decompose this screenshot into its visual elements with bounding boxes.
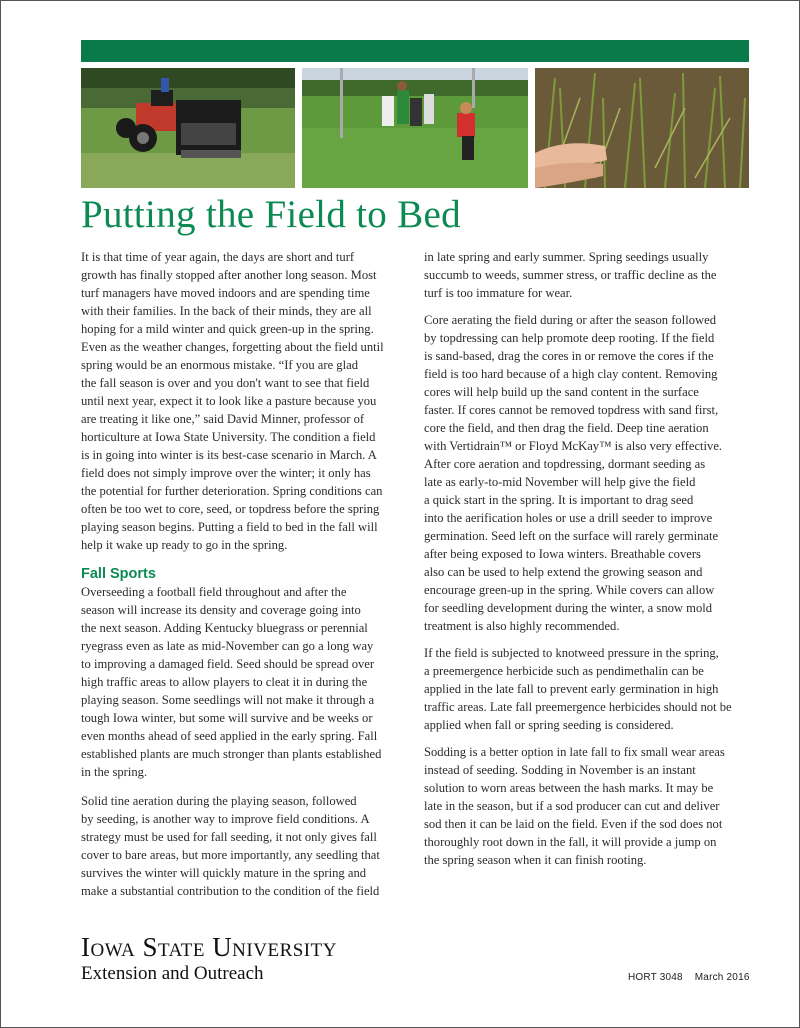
text-line: the spring season when it can finish rooting. — [424, 853, 647, 867]
text-line: for seedling development during the winter, a snow mold — [424, 601, 713, 615]
text-line: Sodding is a better option in late fall to fix small wear areas — [424, 745, 725, 759]
publication-date: March 2016 — [694, 972, 750, 983]
sodding-paragraph — [424, 743, 752, 869]
org-subtitle: Extension and Outreach — [81, 963, 264, 984]
text-line: growth has finally stopped after another long season. Most — [81, 268, 377, 282]
text-line: thoroughly root down in the fall, it will provide a jump on — [424, 835, 717, 849]
text-line: Core aerating the field during or after the season followed — [424, 313, 716, 327]
text-line: after being exposed to Iowa winters. Breathable covers — [424, 547, 701, 561]
right-column — [424, 248, 752, 878]
text-line: turf is too immature for wear. — [424, 286, 573, 300]
text-line: treatment is also highly recommended. — [424, 619, 620, 633]
text-line: applied in the late fall to prevent early germination in high — [424, 682, 719, 696]
text-line: instead of seeding. Sodding in November is an instant — [424, 763, 696, 777]
text-line: If the field is subjected to knotweed pressure in the spring, — [424, 646, 719, 660]
text-line: faster. If cores cannot be removed topdress with sand first, — [424, 403, 719, 417]
turf-closeup-photo — [535, 68, 749, 188]
text-line: help it wake up ready to go in the spring. — [81, 538, 288, 552]
text-line: the next season. Adding Kentucky bluegrass or perennial — [81, 621, 368, 635]
text-line: cores will help build up the sand content in the surface — [424, 385, 699, 399]
text-line: cover to bare areas, but more importantly, any seedling that — [81, 848, 380, 862]
text-line: with their families. In the back of their minds, they are all — [81, 304, 372, 318]
left-column — [81, 248, 405, 911]
text-line: succumb to weeds, summer stress, or traffic decline as the — [424, 268, 717, 282]
page-title: Putting the Field to Bed — [81, 193, 461, 236]
text-line: with Vertidrain™ or Floyd McKay™ is also very effective. — [424, 439, 723, 453]
text-line: survives the winter will quickly mature in the spring and — [81, 866, 367, 880]
text-line: playing season begins. Putting a field to bed in the fall will — [81, 520, 378, 534]
text-line: horticulture at Iowa State University. The condition a field — [81, 430, 376, 444]
text-line: applied when fall or spring seeding is considered. — [424, 718, 674, 732]
text-line: field does not simply improve over the winter; it only has — [81, 466, 371, 480]
text-line: in late spring and early summer. Spring seedings usually — [424, 250, 709, 264]
text-line: often be too wet to core, seed, or topdress before the spring — [81, 502, 380, 516]
text-line: sod then it can be laid on the field. Even if the sod does not — [424, 817, 723, 831]
text-line: Solid tine aeration during the playing season, followed — [81, 794, 357, 808]
publication-code: HORT 3048 — [628, 972, 683, 983]
text-line: also can be used to help extend the growing season and — [424, 565, 703, 579]
fall-sports-paragraph-2 — [81, 792, 405, 900]
text-line: high traffic areas to allow players to cleat it in during the — [81, 675, 368, 689]
text-line: hoping for a mild winter and quick green-up in the spring. — [81, 322, 374, 336]
text-line: season will increase its density and coverage going into — [81, 603, 361, 617]
text-line: germination. Seed left on the surface will rarely germinate — [424, 529, 719, 543]
text-line: is in going into winter is its best-case scenario in March. A — [81, 448, 377, 462]
text-line: Even as the weather changes, forgetting about the field until — [81, 340, 384, 354]
text-line: solution to worn areas between the hash marks. It may be — [424, 781, 714, 795]
text-line: make a substantial contribution to the condition of the field — [81, 884, 380, 898]
text-line: a quick start in the spring. It is important to drag seed — [424, 493, 694, 507]
isu-logo — [81, 932, 337, 986]
text-line: are treating it like one,” said David Minner, professor of — [81, 412, 365, 426]
text-line: turf managers have moved indoors and are spending time — [81, 286, 370, 300]
text-line: the fall season is over and you don't want to see that field — [81, 376, 370, 390]
org-name: Iowa State University — [81, 932, 337, 962]
text-line: by topdressing can help promote deep rooting. If the field — [424, 331, 715, 345]
header-color-bar — [81, 40, 749, 62]
text-line: late in the season, but if a sod producer can cut and deliver — [424, 799, 720, 813]
text-line: Overseeding a football field throughout and after the — [81, 585, 347, 599]
text-line: established plants are much stronger than plants established — [81, 747, 382, 761]
publication-info — [628, 972, 750, 983]
text-line: the potential for further deterioration. Spring conditions can — [81, 484, 383, 498]
text-line: is sand-based, drag the cores in or remove the cores if the — [424, 349, 714, 363]
text-line: into the aerification holes or use a drill seeder to improve — [424, 511, 713, 525]
text-line: strategy must be used for fall seeding, it not only gives fall — [81, 830, 377, 844]
text-line: in the spring. — [81, 765, 148, 779]
fall-sports-paragraph-1 — [81, 583, 405, 781]
text-line: core the field, and then drag the field. Deep tine aeration — [424, 421, 709, 435]
text-line: spring would be an enormous mistake. “If you are glad — [81, 358, 358, 372]
text-line: even months ahead of seed applied in the early spring. Fall — [81, 729, 378, 743]
text-line: late as early-to-mid November will help give the field — [424, 475, 696, 489]
text-line: traffic areas. Late fall preemergence herbicides should not be — [424, 700, 732, 714]
text-line: It is that time of year again, the days are short and turf — [81, 250, 355, 264]
text-line: until next year, expect it to look like a pasture because you — [81, 394, 377, 408]
section-heading: Fall Sports — [81, 566, 156, 582]
text-line: ryegrass even as late as mid-November can go a long way — [81, 639, 374, 653]
knotweed-paragraph — [424, 644, 752, 734]
continued-paragraph — [424, 248, 752, 302]
text-line: to improving a damaged field. Seed should be spread over — [81, 657, 375, 671]
aerator-tractor-photo — [81, 68, 295, 188]
text-line: field is too hard because of a high clay content. Removing — [424, 367, 718, 381]
text-line: a preemergence herbicide such as pendimethalin can be — [424, 664, 704, 678]
text-line: After core aeration and topdressing, dormant seeding as — [424, 457, 706, 471]
core-aeration-paragraph — [424, 311, 752, 635]
players-on-field-photo — [302, 68, 528, 188]
text-line: tough Iowa winter, but some will survive and be weeks or — [81, 711, 373, 725]
text-line: by seeding, is another way to improve field conditions. A — [81, 812, 370, 826]
intro-paragraph — [81, 248, 405, 554]
text-line: encourage green-up in the spring. While covers can allow — [424, 583, 715, 597]
text-line: playing season. Some seedlings will not make it through a — [81, 693, 375, 707]
